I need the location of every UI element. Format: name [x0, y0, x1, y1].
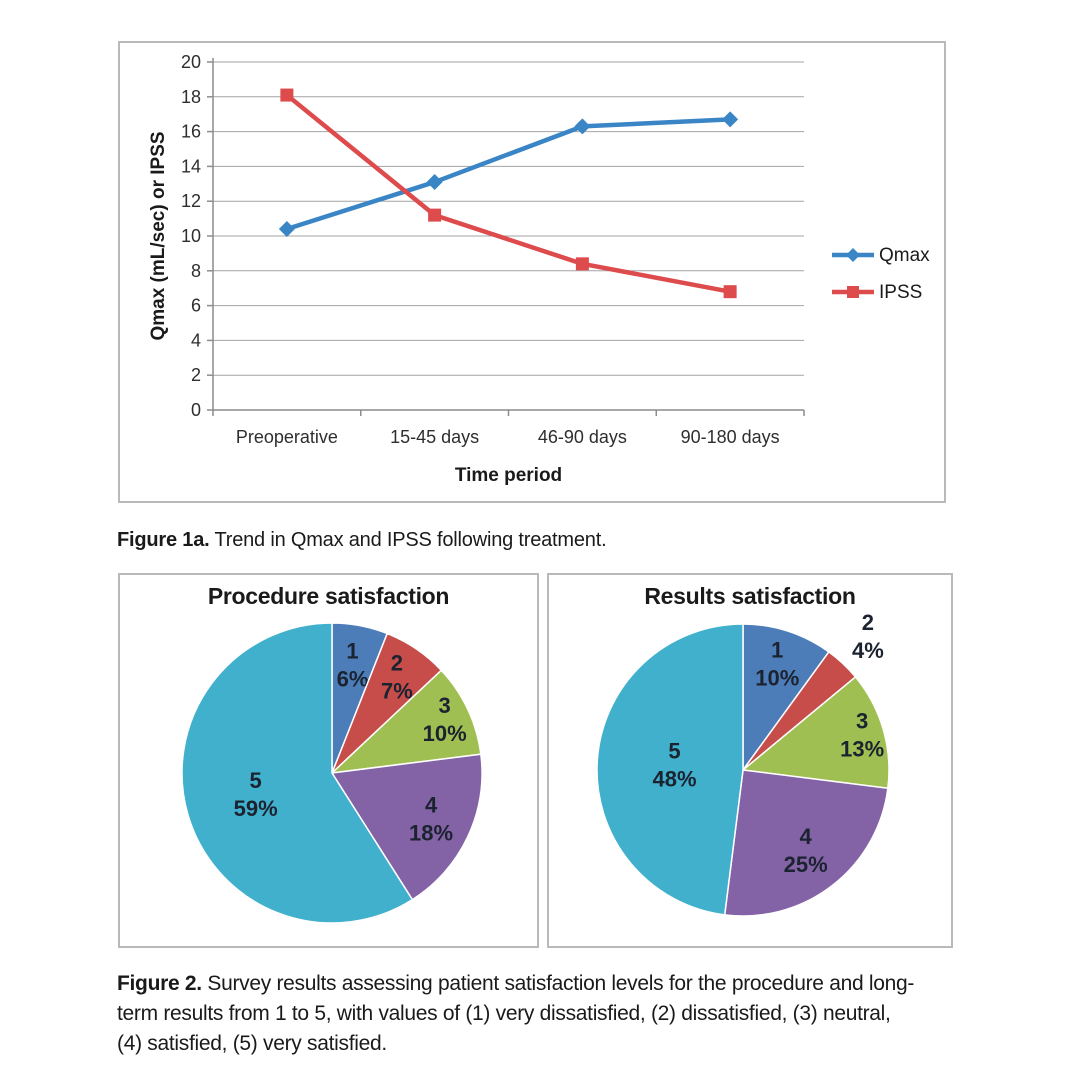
square-marker — [724, 285, 737, 298]
pie-panel-results — [547, 573, 953, 948]
legend-label-Qmax: Qmax — [879, 245, 930, 266]
svg-text:10%: 10% — [422, 720, 467, 746]
y-tick-label: 14 — [180, 156, 201, 177]
x-category-label: 15-45 days — [390, 427, 480, 447]
y-tick-label: 0 — [190, 400, 201, 420]
x-category-label: 46-90 days — [537, 427, 627, 447]
figure2-caption — [117, 969, 1002, 1059]
y-tick-label: 2 — [190, 365, 201, 386]
svg-text:48%: 48% — [652, 766, 697, 792]
diamond-marker — [279, 221, 295, 237]
y-tick-label: 16 — [180, 121, 201, 142]
y-tick-label: 8 — [190, 260, 201, 281]
figure2-caption-line2: term results from 1 to 5, with values of (1) very dissatisfied, (2) dissatisfied, (3) neutral, — [117, 1002, 891, 1025]
svg-text:59%: 59% — [233, 796, 278, 822]
x-category-label: 90-180 days — [680, 427, 780, 447]
svg-text:2: 2 — [861, 609, 875, 635]
svg-text:6%: 6% — [336, 666, 369, 692]
svg-text:2: 2 — [390, 650, 404, 676]
axes — [181, 52, 804, 447]
y-tick-label: 10 — [180, 226, 201, 246]
y-tick-label: 12 — [180, 191, 201, 212]
pie-chart-procedure — [120, 575, 537, 946]
x-axis-title: Time period — [454, 465, 563, 486]
pie-slice-label-2 — [852, 610, 884, 663]
legend — [832, 245, 930, 303]
svg-text:1: 1 — [771, 637, 784, 663]
svg-text:7%: 7% — [381, 678, 413, 704]
figure2-caption-line1-text: Survey results assessing patient satisfaction levels for the procedure and long- — [201, 972, 915, 995]
series-Qmax — [279, 111, 738, 237]
figure2-caption-prefix: Figure 2. — [117, 972, 202, 995]
legend-label-IPSS: IPSS — [879, 282, 923, 303]
square-marker — [428, 209, 441, 222]
svg-text:3: 3 — [438, 692, 451, 718]
svg-text:18%: 18% — [409, 820, 454, 846]
svg-text:10%: 10% — [755, 665, 800, 691]
square-marker — [280, 89, 293, 102]
figure2-caption-line1 — [117, 969, 1002, 999]
y-axis-title: Qmax (mL/sec) or IPSS — [148, 131, 169, 341]
y-tick-label: 18 — [180, 86, 201, 107]
square-marker — [576, 257, 589, 270]
figure2-caption-line3: (4) satisfied, (5) very satisfied. — [117, 1032, 387, 1055]
svg-text:4: 4 — [424, 792, 438, 818]
pie-panel-procedure — [118, 573, 539, 948]
svg-text:13%: 13% — [840, 736, 885, 762]
figure1-caption-text: Trend in Qmax and IPSS following treatment. — [209, 529, 607, 551]
y-tick-label: 4 — [190, 330, 201, 351]
pie-chart-results — [549, 575, 951, 946]
svg-text:4%: 4% — [852, 637, 884, 663]
svg-text:1: 1 — [346, 638, 359, 664]
svg-text:4: 4 — [799, 823, 812, 849]
series-IPSS — [280, 89, 736, 299]
svg-text:5: 5 — [249, 768, 262, 794]
svg-text:5: 5 — [668, 738, 681, 764]
svg-text:25%: 25% — [783, 851, 828, 877]
y-tick-label: 6 — [190, 295, 201, 316]
diamond-marker — [846, 248, 860, 262]
x-category-label: Preoperative — [235, 427, 338, 447]
figure1-caption — [117, 527, 857, 553]
svg-text:3: 3 — [856, 708, 869, 734]
y-tick-label: 20 — [180, 52, 201, 72]
pie-title-results: Results satisfaction — [644, 583, 856, 609]
diamond-marker — [427, 174, 443, 190]
figure1-caption-prefix: Figure 1a. — [117, 529, 210, 551]
line-chart-panel — [118, 41, 946, 503]
pie-title-procedure: Procedure satisfaction — [207, 583, 450, 609]
square-marker — [847, 286, 859, 298]
line-chart — [120, 43, 944, 501]
diamond-marker — [722, 111, 738, 127]
